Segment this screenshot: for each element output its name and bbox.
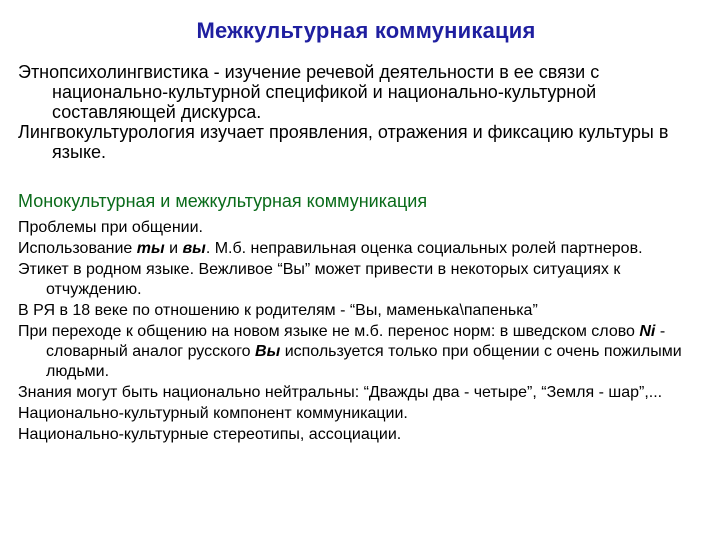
items-list	[18, 218, 708, 446]
intro-paragraph-linguoculturology: Лингвокультурология изучает проявления, отражения и фиксацию культуры в языке.	[18, 122, 669, 162]
list-item-cultural-component: Национально-культурный компонент коммуникации.	[18, 405, 408, 422]
emphasis-ni: Ni	[639, 323, 656, 340]
list-item-neutral-knowledge: Знания могут быть национально нейтральны: “Дважды два - четыре”, “Земля - шар”,...	[18, 384, 663, 401]
list-item-ty-vy: Использование ты и вы. М.б. неправильная оценка социальных ролей партнеров.	[18, 240, 643, 257]
list-item-etiquette: Этикет в родном языке. Вежливое “Вы” может привести в некоторых ситуациях к отчуждению.	[18, 261, 621, 298]
list-item-18th-century: В РЯ в 18 веке по отношению к родителям - “Вы, маменька\папенька”	[18, 302, 538, 319]
slide-title: Межкультурная коммуникация	[196, 18, 536, 43]
list-item-stereotypes: Национально-культурные стереотипы, ассоциации.	[18, 426, 402, 443]
intro-block	[18, 62, 708, 162]
emphasis-vy: вы	[182, 240, 206, 257]
intro-paragraph-ethnopsycholinguistics: Этнопсихолингвистика - изучение речевой деятельности в ее связи с национально-культурной спецификой и национально-культурной составляющей дискурса.	[18, 62, 600, 122]
list-item-problems: Проблемы при общении.	[18, 219, 203, 236]
emphasis-vy-russian: Вы	[255, 343, 281, 360]
section-heading: Монокультурная и межкультурная коммуникация	[18, 191, 428, 211]
list-item-swedish-ni: При переходе к общению на новом языке не м.б. перенос норм: в шведском слово Ni - словарный аналог русского Вы используется только при общении с очень пожилыми людьми.	[18, 323, 682, 380]
emphasis-ty: ты	[136, 240, 165, 257]
